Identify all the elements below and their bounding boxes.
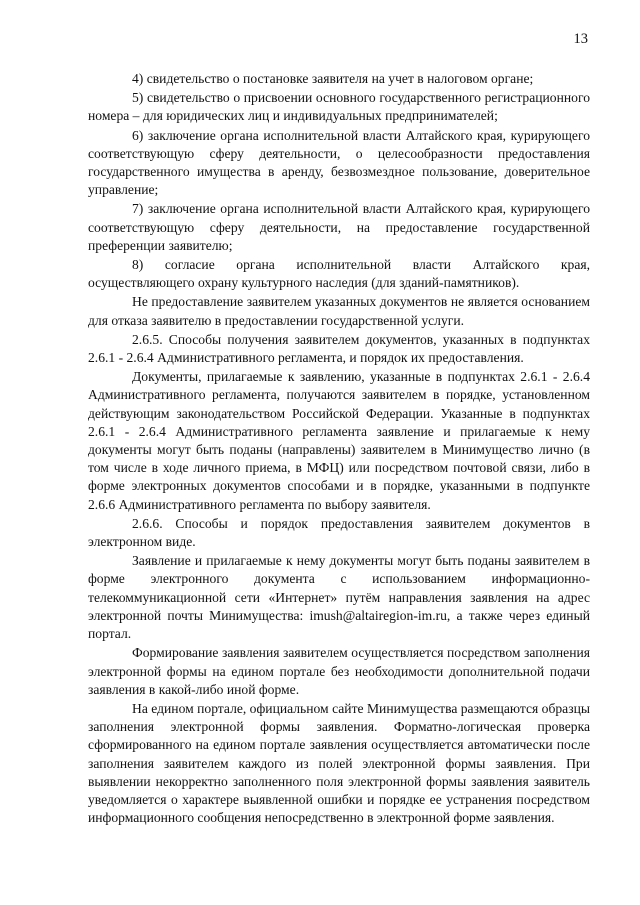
paragraph-item-8: 8) согласие органа исполнительной власти Алтайского края, осуществляющего охрану культурного наследия (для зданий-памятников).: [88, 257, 590, 291]
paragraph-form-filling: Формирование заявления заявителем осуществляется посредством заполнения электронной формы на едином портале без необходимости дополнительной подачи заявления в какой-либо иной форме.: [88, 645, 590, 697]
paragraph-item-7: 7) заключение органа исполнительной власти Алтайского края, курирующего соответствующую сферу деятельности, на предоставление государственной преференции заявителю;: [88, 201, 590, 253]
paragraph-portal-validation: На едином портале, официальном сайте Минимущества размещаются образцы заполнения электронной формы заявления. Форматно-логическая проверка сформированного на едином портале заявления осуществляется автоматически после заполнения заявителем каждого из полей электронной формы заявления. При выявлении некорректно заполненного поля электронной формы заявления заявитель уведомляется о характере выявленной ошибки и порядке ее устранения посредством информационного сообщения непосредственно в электронной форме заявления.: [88, 700, 590, 826]
paragraph-documents-obtaining: Документы, прилагаемые к заявлению, указанные в подпунктах 2.6.1 - 2.6.4 Административного регламента, получаются заявителем в порядке, установленном действующим законодательством Российской Федерации. Указанные в подпунктах 2.6.1 - 2.6.4 Административного регламента заявление и прилагаемые к нему документы могут быть поданы (направлены) заявителем в Минимущество лично (в том числе в ходе личного приема, в МФЦ) или посредством почтовой связи, либо в форме электронных документов способами и в порядке, указанными в подпункте 2.6.6 Административного регламента по выбору заявителя.: [88, 369, 590, 512]
paragraph-item-6: 6) заключение органа исполнительной власти Алтайского края, курирующего соответствующую сферу деятельности, о целесообразности предоставления государственного имущества в аренду, безвозмездное пользование, доверительное управление;: [88, 127, 590, 198]
paragraph-item-5: 5) свидетельство о присвоении основного государственного регистрационного номера – для юридических лиц и индивидуальных предпринимателей;: [88, 90, 590, 124]
paragraph-section-2-6-5: 2.6.5. Способы получения заявителем документов, указанных в подпунктах 2.6.1 - 2.6.4 Административного регламента, и порядок их предоставления.: [88, 331, 590, 366]
document-body: [88, 70, 590, 827]
paragraph-electronic-submission: Заявление и прилагаемые к нему документы могут быть поданы заявителем в форме электронного документа с использованием информационно-телекоммуникационной сети «Интернет» путём направления заявления на адрес электронной почты Минимущества: imush@altairegion-im.ru, а также через единый портал.: [88, 553, 590, 642]
page-number: 13: [573, 31, 588, 47]
paragraph-non-submission: Не предоставление заявителем указанных документов не является основанием для отказа заявителю в предоставлении государственной услуги.: [88, 294, 590, 328]
paragraph-section-2-6-6: 2.6.6. Способы и порядок предоставления заявителем документов в электронном виде.: [88, 515, 590, 550]
paragraph-item-4: 4) свидетельство о постановке заявителя на учет в налоговом органе;: [132, 71, 534, 86]
